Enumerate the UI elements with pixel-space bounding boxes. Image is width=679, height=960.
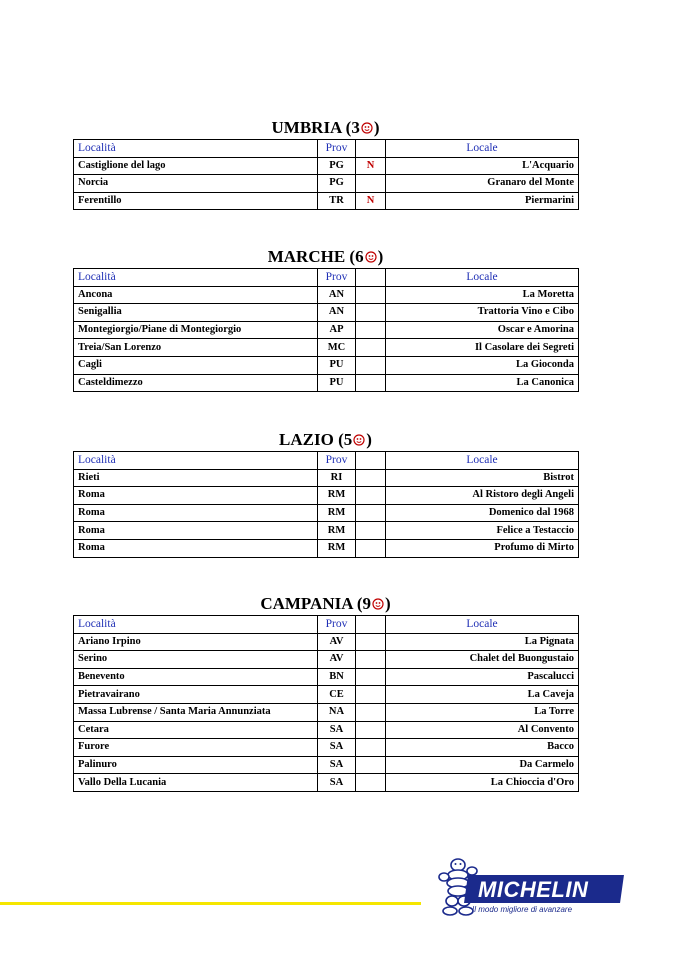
cell-locale: L'Acquario bbox=[386, 157, 579, 175]
header-locale: Locale bbox=[386, 269, 579, 287]
cell-new-mark bbox=[356, 356, 386, 374]
table-row bbox=[74, 721, 579, 739]
cell-new-mark bbox=[356, 721, 386, 739]
cell-prov: RI bbox=[318, 469, 356, 487]
cell-locale: Chalet del Buongustaio bbox=[386, 651, 579, 669]
cell-new-mark bbox=[356, 504, 386, 522]
cell-prov: PU bbox=[318, 356, 356, 374]
cell-locale: Piermarini bbox=[386, 192, 579, 210]
cell-locale: Profumo di Mirto bbox=[386, 539, 579, 557]
header-prov: Prov bbox=[318, 140, 356, 158]
cell-prov: PU bbox=[318, 374, 356, 392]
cell-localita: Senigallia bbox=[74, 304, 318, 322]
cell-new-mark bbox=[356, 539, 386, 557]
cell-new-mark bbox=[356, 703, 386, 721]
cell-localita: Ancona bbox=[74, 286, 318, 304]
cell-new-mark: N bbox=[356, 157, 386, 175]
cell-locale: Bacco bbox=[386, 739, 579, 757]
table-header-row bbox=[74, 616, 579, 634]
cell-locale: La Torre bbox=[386, 703, 579, 721]
bib-gourmand-icon bbox=[353, 434, 365, 446]
cell-localita: Roma bbox=[74, 522, 318, 540]
table-row bbox=[74, 739, 579, 757]
cell-locale: Trattoria Vino e Cibo bbox=[386, 304, 579, 322]
table-row bbox=[74, 539, 579, 557]
restaurants-table bbox=[73, 451, 579, 558]
cell-prov: AV bbox=[318, 633, 356, 651]
cell-prov: MC bbox=[318, 339, 356, 357]
cell-new-mark bbox=[356, 774, 386, 792]
table-header-row bbox=[74, 140, 579, 158]
table-row bbox=[74, 469, 579, 487]
cell-new-mark bbox=[356, 522, 386, 540]
header-locale: Locale bbox=[386, 140, 579, 158]
cell-prov: RM bbox=[318, 487, 356, 505]
table-row bbox=[74, 774, 579, 792]
table-row bbox=[74, 192, 579, 210]
table-row bbox=[74, 504, 579, 522]
cell-prov: BN bbox=[318, 668, 356, 686]
cell-locale: Da Carmelo bbox=[386, 756, 579, 774]
cell-locale: Oscar e Amorina bbox=[386, 321, 579, 339]
section-title: MARCHE (6 ) bbox=[267, 247, 384, 266]
cell-prov: SA bbox=[318, 721, 356, 739]
cell-prov: CE bbox=[318, 686, 356, 704]
cell-prov: RM bbox=[318, 504, 356, 522]
cell-new-mark bbox=[356, 469, 386, 487]
table-row bbox=[74, 686, 579, 704]
cell-prov: SA bbox=[318, 739, 356, 757]
cell-prov: SA bbox=[318, 756, 356, 774]
table-row bbox=[74, 175, 579, 193]
section-title: UMBRIA (3 ) bbox=[271, 118, 380, 137]
cell-prov: AN bbox=[318, 304, 356, 322]
cell-localita: Rieti bbox=[74, 469, 318, 487]
michelin-logo bbox=[436, 857, 626, 919]
cell-localita: Palinuro bbox=[74, 756, 318, 774]
table-row bbox=[74, 487, 579, 505]
cell-locale: Bistrot bbox=[386, 469, 579, 487]
cell-locale: La Moretta bbox=[386, 286, 579, 304]
cell-new-mark bbox=[356, 175, 386, 193]
header-blank bbox=[356, 140, 386, 158]
cell-localita: Cagli bbox=[74, 356, 318, 374]
header-blank bbox=[356, 616, 386, 634]
cell-localita: Roma bbox=[74, 504, 318, 522]
header-locale: Locale bbox=[386, 616, 579, 634]
cell-prov: AV bbox=[318, 651, 356, 669]
cell-localita: Vallo Della Lucania bbox=[74, 774, 318, 792]
cell-new-mark bbox=[356, 304, 386, 322]
cell-localita: Montegiorgio/Piane di Montegiorgio bbox=[74, 321, 318, 339]
cell-new-mark bbox=[356, 651, 386, 669]
cell-prov: TR bbox=[318, 192, 356, 210]
bib-gourmand-icon bbox=[361, 122, 373, 134]
logo-wordmark: MICHELIN bbox=[478, 877, 589, 902]
restaurants-table bbox=[73, 268, 579, 392]
header-blank bbox=[356, 269, 386, 287]
cell-localita: Castiglione del lago bbox=[74, 157, 318, 175]
header-localita: Località bbox=[74, 452, 318, 470]
cell-locale: Granaro del Monte bbox=[386, 175, 579, 193]
cell-new-mark: N bbox=[356, 192, 386, 210]
cell-localita: Ariano Irpino bbox=[74, 633, 318, 651]
header-prov: Prov bbox=[318, 616, 356, 634]
cell-localita: Ferentillo bbox=[74, 192, 318, 210]
table-header-row bbox=[74, 452, 579, 470]
header-prov: Prov bbox=[318, 452, 356, 470]
cell-localita: Roma bbox=[74, 487, 318, 505]
cell-prov: RM bbox=[318, 522, 356, 540]
table-row bbox=[74, 703, 579, 721]
cell-locale: Felice a Testaccio bbox=[386, 522, 579, 540]
cell-locale: La Gioconda bbox=[386, 356, 579, 374]
cell-new-mark bbox=[356, 633, 386, 651]
header-localita: Località bbox=[74, 269, 318, 287]
cell-locale: La Canonica bbox=[386, 374, 579, 392]
cell-new-mark bbox=[356, 487, 386, 505]
header-blank bbox=[356, 452, 386, 470]
footer-divider bbox=[0, 902, 421, 905]
cell-prov: AN bbox=[318, 286, 356, 304]
cell-localita: Serino bbox=[74, 651, 318, 669]
cell-new-mark bbox=[356, 668, 386, 686]
cell-locale: Domenico dal 1968 bbox=[386, 504, 579, 522]
table-row bbox=[74, 304, 579, 322]
cell-locale: La Pignata bbox=[386, 633, 579, 651]
cell-new-mark bbox=[356, 374, 386, 392]
cell-locale: Al Convento bbox=[386, 721, 579, 739]
cell-prov: NA bbox=[318, 703, 356, 721]
cell-locale: Al Ristoro degli Angeli bbox=[386, 487, 579, 505]
cell-prov: PG bbox=[318, 175, 356, 193]
section-umbria bbox=[73, 117, 578, 210]
cell-localita: Furore bbox=[74, 739, 318, 757]
cell-localita: Cetara bbox=[74, 721, 318, 739]
cell-new-mark bbox=[356, 339, 386, 357]
cell-locale: La Caveja bbox=[386, 686, 579, 704]
cell-localita: Treia/San Lorenzo bbox=[74, 339, 318, 357]
cell-localita: Benevento bbox=[74, 668, 318, 686]
cell-localita: Pietravairano bbox=[74, 686, 318, 704]
table-row bbox=[74, 522, 579, 540]
cell-locale: Pascalucci bbox=[386, 668, 579, 686]
cell-locale: Il Casolare dei Segreti bbox=[386, 339, 579, 357]
table-row bbox=[74, 286, 579, 304]
section-title: CAMPANIA (9 ) bbox=[260, 594, 391, 613]
cell-localita: Norcia bbox=[74, 175, 318, 193]
cell-locale: La Chioccia d'Oro bbox=[386, 774, 579, 792]
cell-new-mark bbox=[356, 321, 386, 339]
bib-gourmand-icon bbox=[365, 251, 377, 263]
cell-localita: Casteldimezzo bbox=[74, 374, 318, 392]
table-row bbox=[74, 339, 579, 357]
section-campania bbox=[73, 593, 578, 792]
header-localita: Località bbox=[74, 616, 318, 634]
table-row bbox=[74, 356, 579, 374]
table-row bbox=[74, 633, 579, 651]
restaurants-table bbox=[73, 615, 579, 792]
cell-localita: Roma bbox=[74, 539, 318, 557]
logo-tagline: Il modo migliore di avanzare bbox=[472, 905, 573, 914]
header-prov: Prov bbox=[318, 269, 356, 287]
cell-new-mark bbox=[356, 756, 386, 774]
table-row bbox=[74, 756, 579, 774]
cell-prov: RM bbox=[318, 539, 356, 557]
section-title: LAZIO (5 ) bbox=[279, 430, 372, 449]
header-localita: Località bbox=[74, 140, 318, 158]
header-locale: Locale bbox=[386, 452, 579, 470]
table-row bbox=[74, 157, 579, 175]
section-lazio bbox=[73, 429, 578, 558]
cell-new-mark bbox=[356, 686, 386, 704]
cell-prov: SA bbox=[318, 774, 356, 792]
table-header-row bbox=[74, 269, 579, 287]
table-row bbox=[74, 374, 579, 392]
cell-new-mark bbox=[356, 286, 386, 304]
restaurants-table bbox=[73, 139, 579, 210]
table-row bbox=[74, 321, 579, 339]
cell-prov: PG bbox=[318, 157, 356, 175]
table-row bbox=[74, 651, 579, 669]
bib-gourmand-icon bbox=[372, 598, 384, 610]
cell-new-mark bbox=[356, 739, 386, 757]
cell-localita: Massa Lubrense / Santa Maria Annunziata bbox=[74, 703, 318, 721]
table-row bbox=[74, 668, 579, 686]
cell-prov: AP bbox=[318, 321, 356, 339]
section-marche bbox=[73, 246, 578, 392]
